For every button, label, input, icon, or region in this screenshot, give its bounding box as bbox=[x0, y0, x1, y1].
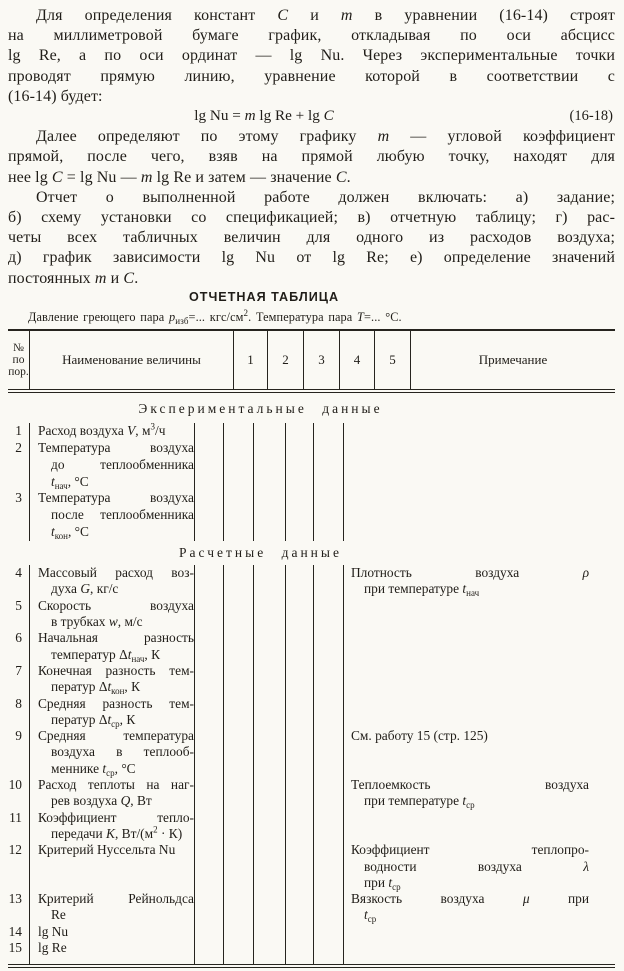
row-number: 5 bbox=[15, 597, 22, 613]
text-line: при температуре $t_{ср}$ bbox=[364, 793, 475, 811]
text-line: Конечная разность тем- bbox=[38, 662, 194, 678]
data-cell-empty bbox=[194, 924, 223, 940]
row-number: 12 bbox=[8, 842, 22, 858]
data-cell-empty bbox=[223, 565, 253, 598]
text-line: по bbox=[12, 353, 25, 366]
row-note bbox=[343, 810, 615, 843]
paragraph-intro bbox=[8, 6, 615, 107]
data-cell-empty bbox=[223, 630, 253, 663]
col-head-1: 1 bbox=[233, 331, 267, 389]
data-cell-empty bbox=[285, 598, 313, 631]
rule-extension bbox=[194, 956, 223, 964]
rule-extension bbox=[313, 956, 343, 964]
data-cell-empty bbox=[223, 842, 253, 891]
text-line: См. работу 15 (стр. 125) bbox=[351, 728, 488, 744]
data-cell-empty bbox=[194, 440, 223, 491]
data-cell-empty bbox=[253, 810, 285, 843]
text-line: Средняя температура bbox=[38, 728, 194, 744]
row-note bbox=[343, 728, 615, 777]
row-number: 11 bbox=[9, 809, 22, 825]
row-name bbox=[29, 598, 194, 631]
row-note bbox=[343, 423, 615, 440]
data-cell-empty bbox=[285, 663, 313, 696]
row-note bbox=[343, 924, 615, 940]
text-line: (16-14) будет: bbox=[8, 87, 103, 105]
text-line: при $t_{ср}$ bbox=[364, 874, 401, 892]
text-line: Скорость воздуха bbox=[38, 597, 194, 613]
row-note bbox=[343, 490, 615, 541]
text-line: Отчет о выполненной работе должен включать: а) задание; bbox=[36, 188, 615, 206]
data-cell-empty bbox=[253, 842, 285, 891]
text-line: Теплоемкость воздуха bbox=[351, 777, 589, 793]
rule-extension bbox=[223, 956, 253, 964]
data-cell-empty bbox=[223, 777, 253, 810]
data-cell-empty bbox=[313, 728, 343, 777]
row-number: 7 bbox=[15, 662, 22, 678]
text-line: водности воздуха λ bbox=[364, 858, 589, 874]
text-line: духа G, кг/с bbox=[51, 581, 119, 597]
data-cell-empty bbox=[313, 891, 343, 924]
col-head-5: 5 bbox=[374, 331, 410, 389]
text-line: № bbox=[13, 341, 24, 354]
text-line: рев воздуха Q, Вт bbox=[51, 793, 152, 809]
row-note bbox=[343, 663, 615, 696]
section-heading: Расчетные данные bbox=[179, 545, 342, 561]
row-name bbox=[29, 423, 194, 440]
paragraph-method bbox=[8, 127, 615, 188]
text-line: передачи K, $Вт/(м^2 \cdot К)$ bbox=[51, 824, 183, 841]
data-cell-empty bbox=[285, 490, 313, 541]
text-line: Критерий Рейнольдса bbox=[38, 891, 194, 907]
data-cell-empty bbox=[313, 598, 343, 631]
rule-extension bbox=[253, 956, 285, 964]
text-line: при температуре $t_{нач}$ bbox=[364, 581, 480, 599]
row-number: 4 bbox=[15, 565, 22, 581]
text-line: пор. bbox=[8, 365, 29, 378]
data-cell-empty bbox=[223, 940, 253, 956]
text-line: Массовый расход воз- bbox=[38, 565, 194, 581]
text-line: Средняя разность тем- bbox=[38, 695, 194, 711]
data-cell-empty bbox=[223, 728, 253, 777]
data-cell-empty bbox=[285, 777, 313, 810]
data-cell-empty bbox=[253, 728, 285, 777]
data-cell-empty bbox=[223, 891, 253, 924]
data-cell-empty bbox=[313, 440, 343, 491]
text-line: в трубках w, м/с bbox=[51, 614, 143, 630]
row-note bbox=[343, 940, 615, 956]
section-heading: Экспериментальные данные bbox=[138, 400, 383, 416]
row-number: 6 bbox=[15, 630, 22, 646]
text-line: меннике $t_{ср}$, °C bbox=[51, 760, 136, 778]
col-head-2: 2 bbox=[267, 331, 303, 389]
row-number: 15 bbox=[8, 940, 22, 955]
data-cell-empty bbox=[223, 440, 253, 491]
rule-extension bbox=[343, 956, 615, 964]
text-line: Температура воздуха bbox=[38, 439, 194, 455]
text-line: Критерий Нуссельта Nu bbox=[38, 842, 176, 858]
row-name bbox=[29, 490, 194, 541]
equation-number: (16-18) bbox=[569, 108, 613, 125]
row-name bbox=[29, 891, 194, 924]
text-line: Вязкость воздуха μ при bbox=[351, 891, 589, 907]
text-line: температур $\Delta t_{нач}$, К bbox=[51, 646, 161, 664]
data-cell-empty bbox=[253, 940, 285, 956]
data-cell-empty bbox=[285, 728, 313, 777]
data-cell-empty bbox=[253, 490, 285, 541]
text-line: lg Re bbox=[38, 940, 67, 955]
data-cell-empty bbox=[253, 696, 285, 729]
row-name bbox=[29, 663, 194, 696]
data-cell-empty bbox=[285, 565, 313, 598]
row-name bbox=[29, 630, 194, 663]
equation-formula: lg Nu = m lg Re + lg C bbox=[194, 107, 334, 125]
text-line: до теплообменника bbox=[51, 456, 194, 472]
text-line: проводят прямую линию, уравнение которой в соответствии с bbox=[8, 67, 615, 85]
data-cell-empty bbox=[194, 598, 223, 631]
text-line: четы всех табличных величин для одного из расходов воздуха; bbox=[8, 229, 615, 247]
data-cell-empty bbox=[194, 842, 223, 891]
row-note bbox=[343, 630, 615, 663]
row-number: 10 bbox=[8, 777, 22, 793]
data-cell-empty bbox=[313, 940, 343, 956]
data-cell-empty bbox=[223, 598, 253, 631]
data-cell-empty bbox=[194, 565, 223, 598]
text-line: Температура воздуха bbox=[38, 490, 194, 506]
data-cell-empty bbox=[313, 490, 343, 541]
row-number: 2 bbox=[15, 439, 22, 455]
table-section-grid bbox=[8, 423, 615, 541]
data-cell-empty bbox=[194, 696, 223, 729]
table-section-grid bbox=[8, 565, 615, 964]
data-cell-empty bbox=[285, 891, 313, 924]
data-cell-empty bbox=[285, 940, 313, 956]
text-line: Плотность воздуха ρ bbox=[351, 565, 589, 581]
row-number: 9 bbox=[15, 728, 22, 744]
data-cell-empty bbox=[223, 663, 253, 696]
data-cell-empty bbox=[223, 696, 253, 729]
data-cell-empty bbox=[285, 696, 313, 729]
data-cell-empty bbox=[194, 728, 223, 777]
data-cell-empty bbox=[194, 940, 223, 956]
data-cell-empty bbox=[253, 663, 285, 696]
text-line: Начальная разность bbox=[38, 630, 194, 646]
text-line: после теплообменника bbox=[51, 507, 194, 523]
row-note bbox=[343, 440, 615, 491]
data-cell-empty bbox=[313, 696, 343, 729]
text-line: ператур $\Delta t_{ср}$, К bbox=[51, 711, 136, 729]
data-cell-empty bbox=[285, 423, 313, 440]
text-line: Коэффициент тепло- bbox=[38, 809, 194, 825]
row-note bbox=[343, 565, 615, 598]
table-body bbox=[8, 400, 615, 964]
data-cell-empty bbox=[223, 490, 253, 541]
text-line: на миллиметровой бумаге график, откладывая по оси абсцисс bbox=[8, 27, 615, 45]
data-cell-empty bbox=[223, 423, 253, 440]
row-note bbox=[343, 696, 615, 729]
text-line: воздуха в теплооб- bbox=[51, 744, 194, 760]
text-line: $t_{кон}$, °C bbox=[51, 524, 89, 542]
text-line: $t_{нач}$, °C bbox=[51, 473, 89, 491]
text-line: Коэффициент теплопро- bbox=[351, 842, 589, 858]
row-note bbox=[343, 598, 615, 631]
paragraph-report-requirements bbox=[8, 188, 615, 289]
row-number: 3 bbox=[15, 490, 22, 506]
data-cell-empty bbox=[194, 630, 223, 663]
data-cell-empty bbox=[253, 777, 285, 810]
row-name bbox=[29, 440, 194, 491]
text-line: lg Nu bbox=[38, 923, 69, 939]
data-cell-empty bbox=[313, 924, 343, 940]
row-name bbox=[29, 842, 194, 891]
col-head-note: Примечание bbox=[410, 331, 615, 389]
row-name bbox=[29, 940, 194, 956]
data-cell-empty bbox=[285, 924, 313, 940]
row-name bbox=[29, 777, 194, 810]
table-title: ОТЧЕТНАЯ ТАБЛИЦА bbox=[188, 289, 340, 304]
data-cell-empty bbox=[194, 663, 223, 696]
row-number: 13 bbox=[8, 891, 22, 907]
equation bbox=[8, 107, 615, 127]
text-line: б) схему установки со спецификацией; в) отчетную таблицу; г) рас- bbox=[8, 209, 615, 227]
text-line: lg Re, а по оси ординат — lg Nu. Через экспериментальные точки bbox=[8, 47, 615, 65]
data-cell-empty bbox=[313, 630, 343, 663]
row-number: 14 bbox=[8, 923, 22, 939]
data-cell-empty bbox=[313, 565, 343, 598]
data-cell-empty bbox=[253, 630, 285, 663]
col-head-4: 4 bbox=[339, 331, 374, 389]
data-cell-empty bbox=[313, 842, 343, 891]
report-table bbox=[8, 329, 615, 968]
data-cell-empty bbox=[285, 440, 313, 491]
col-head-num bbox=[8, 331, 29, 389]
data-cell-empty bbox=[253, 440, 285, 491]
row-name bbox=[29, 810, 194, 843]
row-number: 1 bbox=[15, 422, 22, 438]
col-head-name: Наименование величины bbox=[29, 331, 233, 389]
data-cell-empty bbox=[313, 810, 343, 843]
data-cell-empty bbox=[313, 423, 343, 440]
text-line: Расход воздуха V, $м^3/ч$ bbox=[38, 421, 166, 438]
data-cell-empty bbox=[253, 423, 285, 440]
row-name bbox=[29, 565, 194, 598]
data-cell-empty bbox=[313, 663, 343, 696]
row-number: 8 bbox=[15, 695, 22, 711]
rule-extension bbox=[29, 956, 194, 964]
table-header-row bbox=[8, 329, 615, 393]
table-subtitle: Давление греющего пара $p_{изб}=$... кгс/$см^2$. Температура пара T=... °C. bbox=[28, 307, 402, 326]
text-line: постоянных m и C. bbox=[8, 269, 139, 287]
data-cell-empty bbox=[313, 777, 343, 810]
row-note bbox=[343, 777, 615, 810]
text-line: Расход теплоты на наг- bbox=[38, 777, 194, 793]
data-cell-empty bbox=[194, 777, 223, 810]
rule-extension bbox=[285, 956, 313, 964]
text-line: Re bbox=[51, 907, 66, 923]
text-line: нее lg C = lg Nu — m lg Re и затем — значение C. bbox=[8, 168, 351, 186]
data-cell-empty bbox=[194, 423, 223, 440]
data-cell-empty bbox=[194, 490, 223, 541]
text-line: прямой, после чего, взяв на прямой любую точку, находят для bbox=[8, 148, 615, 166]
row-note bbox=[343, 891, 615, 924]
col-head-3: 3 bbox=[303, 331, 339, 389]
row-name bbox=[29, 728, 194, 777]
text-line: д) график зависимости lg Nu от lg Re; е) определение значений bbox=[8, 249, 615, 267]
data-cell-empty bbox=[223, 924, 253, 940]
row-note bbox=[343, 842, 615, 891]
text-line: Для определения констант C и m в уравнении (16-14) строят bbox=[36, 7, 615, 24]
text-line: ператур $\Delta t_{кон}$, К bbox=[51, 679, 141, 697]
data-cell-empty bbox=[253, 924, 285, 940]
data-cell-empty bbox=[285, 842, 313, 891]
data-cell-empty bbox=[253, 565, 285, 598]
row-name bbox=[29, 696, 194, 729]
data-cell-empty bbox=[194, 810, 223, 843]
data-cell-empty bbox=[253, 598, 285, 631]
row-name bbox=[29, 924, 194, 940]
data-cell-empty bbox=[223, 810, 253, 843]
data-cell-empty bbox=[285, 630, 313, 663]
data-cell-empty bbox=[194, 891, 223, 924]
data-cell-empty bbox=[285, 810, 313, 843]
data-cell-empty bbox=[253, 891, 285, 924]
rule-extension bbox=[8, 956, 29, 964]
text-line: Далее определяют по этому графику m — угловой коэффициент bbox=[36, 128, 615, 146]
text-line: $t_{ср}$ bbox=[364, 907, 377, 925]
